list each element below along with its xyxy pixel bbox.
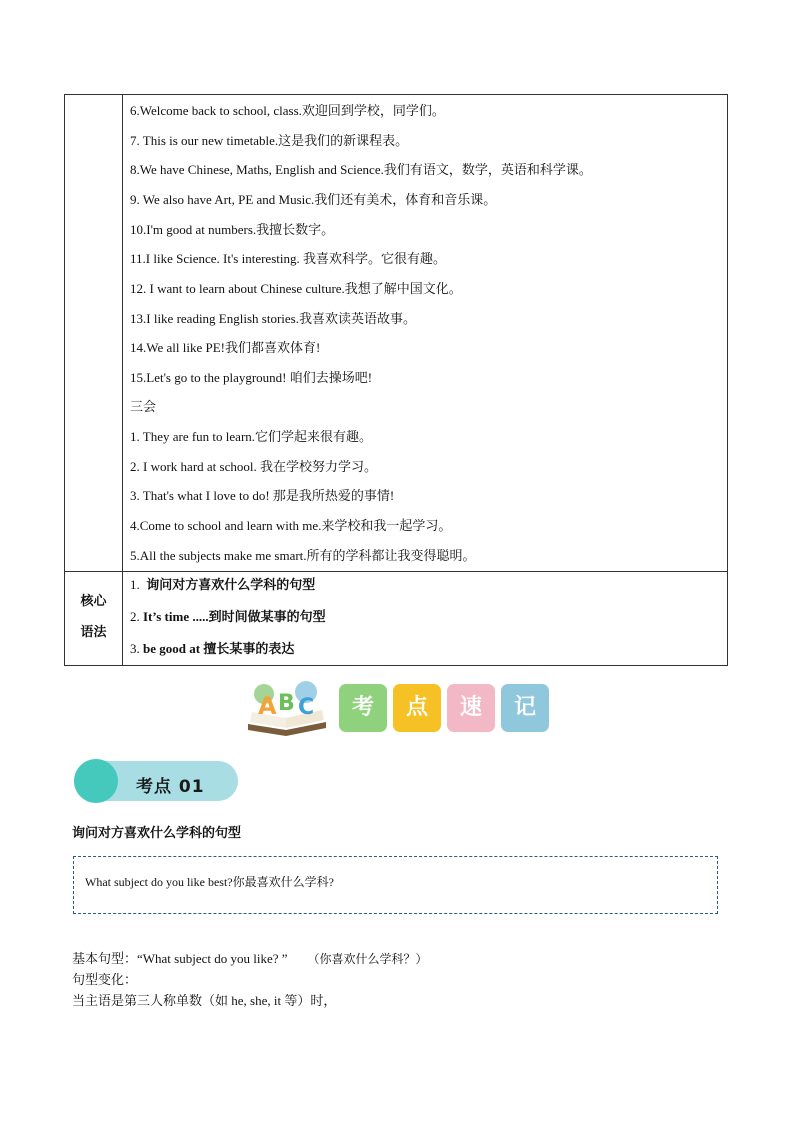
sentence-table bbox=[64, 94, 728, 666]
kaodian-circle-icon bbox=[74, 759, 118, 803]
sentence-line: 7. This is our new timetable.这是我们的新课程表。 bbox=[130, 133, 409, 148]
table-row-divider bbox=[65, 571, 727, 572]
grammar-label-2: 语法 bbox=[80, 624, 107, 639]
abc-book-icon bbox=[244, 678, 330, 736]
sentence-line: 4.Come to school and learn with me.来学校和我一起学习。 bbox=[130, 518, 452, 533]
banner-tile-su: 速 bbox=[447, 684, 495, 732]
sentence-line: 12. I want to learn about Chinese culture.我想了解中国文化。 bbox=[130, 281, 462, 296]
svg-text:C: C bbox=[298, 695, 315, 720]
sentence-line: 11.I like Science. It's interesting. 我喜欢科学。它很有趣。 bbox=[130, 251, 446, 266]
sentence-line: 13.I like reading English stories.我喜欢读英语故事。 bbox=[130, 311, 416, 326]
sentence-line: 6.Welcome back to school, class.欢迎回到学校，同学们。 bbox=[130, 103, 445, 118]
svg-text:A: A bbox=[258, 692, 277, 720]
grammar-item: 2. It’s time .....到时间做某事的句型 bbox=[130, 609, 326, 624]
example-sentence: What subject do you like best?你最喜欢什么学科? bbox=[85, 875, 334, 889]
kaodian-number: 考点 01 bbox=[136, 777, 205, 797]
table-column-divider bbox=[122, 95, 123, 665]
example-box bbox=[73, 856, 718, 914]
svg-text:B: B bbox=[278, 691, 295, 716]
sentence-line: 5.All the subjects make me smart.所有的学科都让我变得聪明。 bbox=[130, 548, 476, 563]
sentence-line: 15.Let's go to the playground! 咱们去操场吧! bbox=[130, 370, 373, 385]
sentence-line: 9. We also have Art, PE and Music.我们还有美术，体育和音乐课。 bbox=[130, 192, 497, 207]
grammar-item: 1. 询问对方喜欢什么学科的句型 bbox=[130, 577, 316, 592]
kaodian-title: 询问对方喜欢什么学科的句型 bbox=[72, 825, 242, 840]
banner-tile-ji: 记 bbox=[501, 684, 549, 732]
grammar-item: 3. be good at 擅长某事的表达 bbox=[130, 641, 295, 656]
sentence-line: 10.I'm good at numbers.我擅长数字。 bbox=[130, 222, 335, 237]
banner-tile-kao: 考 bbox=[339, 684, 387, 732]
third-person-note: 当主语是第三人称单数（如 he, she, it 等）时， bbox=[72, 993, 337, 1008]
banner-tile-dian: 点 bbox=[393, 684, 441, 732]
sentence-line: 2. I work hard at school. 我在学校努力学习。 bbox=[130, 459, 377, 474]
sentence-line: 14.We all like PE!我们都喜欢体育! bbox=[130, 340, 321, 355]
section-heading: 三会 bbox=[130, 399, 157, 414]
kaodian-suji-banner bbox=[244, 678, 554, 738]
basic-pattern-translation: （你喜欢什么学科？） bbox=[307, 952, 428, 966]
sentence-line: 1. They are fun to learn.它们学起来很有趣。 bbox=[130, 429, 373, 444]
pattern-change-label: 句型变化： bbox=[72, 972, 138, 987]
sentence-line: 3. That's what I love to do! 那是我所热爱的事情! bbox=[130, 488, 395, 503]
sentence-line: 8.We have Chinese, Maths, English and Science.我们有语文，数学，英语和科学课。 bbox=[130, 162, 592, 177]
basic-pattern-line: 基本句型：“What subject do you like? ” （你喜欢什么学科？） bbox=[72, 951, 428, 966]
grammar-label-1: 核心 bbox=[80, 593, 107, 608]
